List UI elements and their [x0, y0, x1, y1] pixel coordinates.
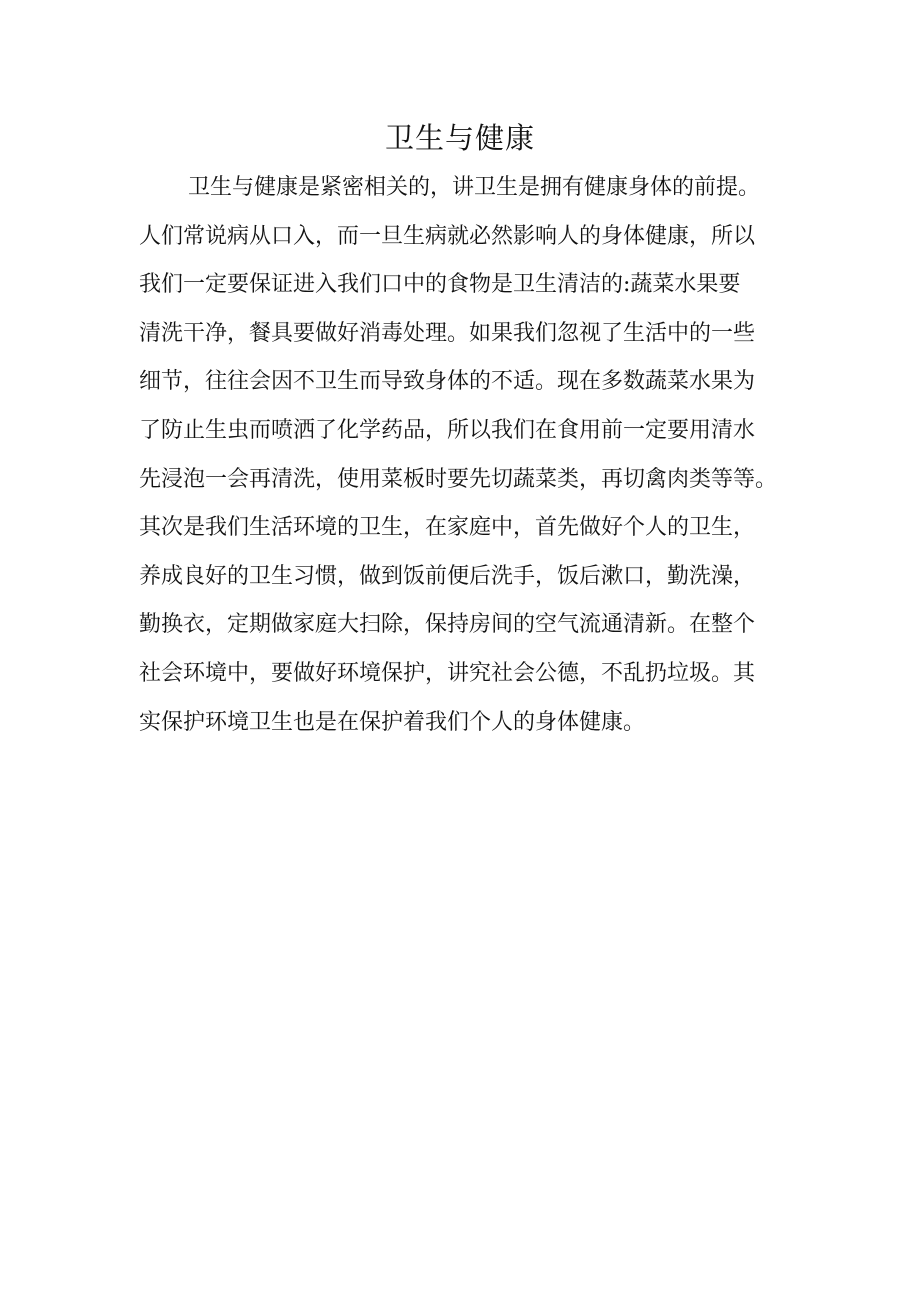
- body-line: 了防止生虫而喷洒了化学药品，所以我们在食用前一定要用清水: [139, 417, 756, 443]
- body-line: 社会环境中，要做好环境保护，讲究社会公德，不乱扔垃圾。其: [139, 660, 756, 686]
- body-line: 人们常说病从口入，而一旦生病就必然影响人的身体健康，所以: [139, 223, 756, 249]
- body-line: 实保护环境卫生也是在保护着我们个人的身体健康。: [139, 709, 646, 735]
- body-line: 我们一定要保证进入我们口中的食物是卫生清洁的:蔬菜水果要: [139, 272, 741, 298]
- body-line: 细节，往往会因不卫生而导致身体的不适。现在多数蔬菜水果为: [139, 369, 756, 395]
- document-title: 卫生与健康: [384, 121, 535, 155]
- body-line: 其次是我们生活环境的卫生，在家庭中，首先做好个人的卫生，: [139, 515, 756, 541]
- body-line: 卫生与健康是紧密相关的，讲卫生是拥有健康身体的前提。: [188, 175, 761, 200]
- body-line: 勤换衣，定期做家庭大扫除，保持房间的空气流通清新。在整个: [139, 612, 756, 638]
- document-body: [139, 164, 811, 747]
- body-line: 清洗干净，餐具要做好消毒处理。如果我们忽视了生活中的一些: [139, 320, 756, 346]
- body-line: 先浸泡一会再清洗，使用菜板时要先切蔬菜类，再切禽肉类等等。: [139, 466, 778, 492]
- body-line: 养成良好的卫生习惯，做到饭前便后洗手，饭后漱口，勤洗澡，: [139, 563, 756, 589]
